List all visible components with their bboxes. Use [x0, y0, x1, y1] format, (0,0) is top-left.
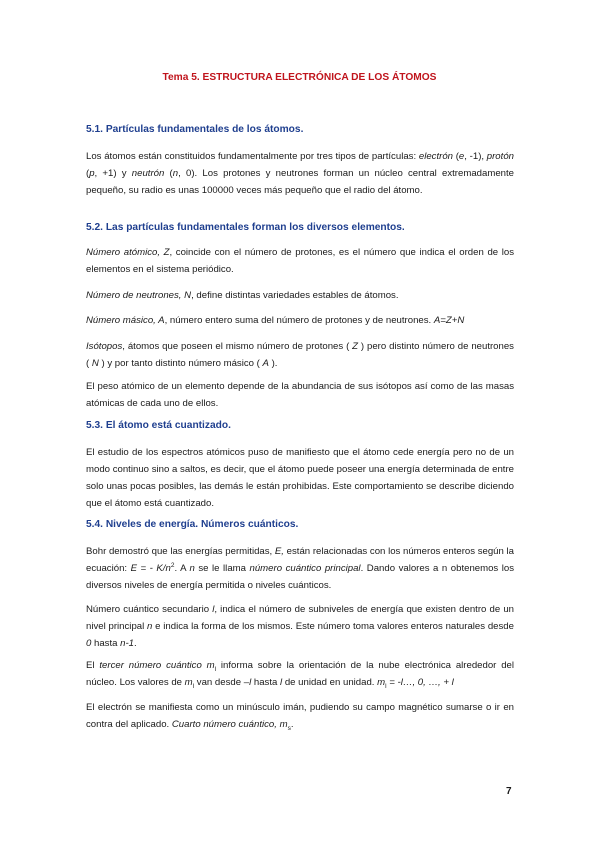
text-run: Número cuántico secundario	[86, 604, 213, 615]
symbol-n: n	[147, 621, 153, 632]
subscript: l	[385, 682, 387, 690]
term-third-quantum-number: tercer número cuántico m	[99, 660, 215, 671]
term-proton: protón	[486, 151, 514, 162]
term-mass-number: Número másico, A	[86, 315, 165, 326]
text-run: .	[290, 719, 294, 730]
range-ml: = -l…, 0, …, + l	[386, 677, 454, 688]
text-run: están relacionadas con los números enteros según la ecuación:	[86, 546, 515, 574]
text-run: de unidad en unidad.	[282, 677, 378, 688]
paragraph-spin	[86, 699, 514, 733]
symbol-m: m	[377, 677, 386, 688]
section-heading-5-1: 5.1. Partículas fundamentales de los átomos.	[86, 124, 304, 135]
text-run: ) y por tanto distinto número másico (	[98, 358, 263, 369]
symbol-p: p	[89, 168, 95, 179]
paragraph-quantized: El estudio de los espectros atómicos puso de manifiesto que el átomo cede energía pero no de un modo continuo sino a saltos, es decir, que el átomo puede poseer una energía determinada de entre solo unas pocas posibles, las demás le están prohibidas. Este comportamiento se describe diciendo que el átomo está cuantizado.	[86, 447, 514, 509]
text-run: se le llama	[194, 563, 250, 574]
text-run: informa sobre la orientación de la nube electrónica alrededor del núcleo. Los valores de	[86, 660, 514, 688]
term-atomic-number: Número atómico, Z	[86, 247, 170, 258]
text-run: , -1),	[464, 151, 487, 162]
text-run: van desde –	[194, 677, 250, 688]
term-principal-quantum-number: número cuántico principal	[249, 563, 361, 574]
term-neutron: neutrón	[131, 168, 165, 179]
text-run: , átomos que poseen el mismo número de protones (	[122, 341, 353, 352]
text-run: , +1) y	[94, 168, 132, 179]
term-isotopes: Isótopos	[86, 341, 123, 352]
symbol-l: l	[249, 677, 252, 688]
subscript: s	[287, 724, 291, 732]
value-zero: 0	[86, 638, 92, 649]
paragraph-bohr	[86, 543, 514, 594]
text-run: . Dando valores a n obtenemos los diversos niveles de energía permitida o niveles cuánticos.	[86, 563, 515, 591]
symbol-n: n	[172, 168, 179, 179]
paragraph-neutron-number	[86, 287, 514, 304]
text-run: , define distintas variedades estables de átomos.	[191, 290, 399, 301]
symbol-e: e	[458, 151, 465, 162]
term-neutron-number: Número de neutrones, N	[86, 290, 192, 301]
paragraph-particles	[86, 148, 514, 199]
formula-mass-number: A=Z+N	[433, 315, 465, 326]
paragraph-third-quantum	[86, 657, 514, 691]
subscript: l	[214, 665, 217, 673]
equation-energy: E = - K/n	[130, 563, 171, 574]
paragraph-isotopes	[86, 338, 514, 372]
text-run: , indica el número de subniveles de energía que existen dentro de un nivel principal	[86, 604, 514, 632]
section-heading-5-4: 5.4. Niveles de energía. Números cuánticos.	[86, 519, 299, 530]
value-n-minus-1: n-1	[120, 638, 135, 649]
symbol-energy: E,	[274, 546, 284, 557]
term-electron: electrón	[418, 151, 453, 162]
document-title: Tema 5. ESTRUCTURA ELECTRÓNICA DE LOS ÁTOMOS	[162, 72, 437, 83]
term-fourth-quantum-number: Cuarto número cuántico, m	[171, 719, 288, 730]
text-run: (	[164, 168, 173, 179]
superscript: 2	[170, 561, 175, 569]
text-run: ).	[268, 358, 278, 369]
symbol-l: l	[212, 604, 215, 615]
text-run: hasta	[251, 677, 281, 688]
text-run: El electrón se manifiesta como un minúsculo imán, pudiendo su campo magnético sumarse o ir en contra del aplicado.	[86, 702, 514, 730]
text-run: .	[134, 638, 137, 649]
text-run: , 0). Los protones y neutrones forman un núcleo central extremadamente pequeño, su radio es unas 100000 veces más pequeño que el radio del átomo.	[86, 168, 514, 196]
paragraph-mass-number	[86, 312, 514, 329]
paragraph-atomic-number	[86, 244, 514, 278]
text-run: Los átomos están constituidos fundamentalmente por tres tipos de partículas:	[86, 151, 419, 162]
text-run: hasta	[91, 638, 121, 649]
section-heading-5-2: 5.2. Las partículas fundamentales forman los diversos elementos.	[86, 222, 405, 233]
text-run: e indica la forma de los mismos. Este número toma valores enteros naturales desde	[152, 621, 514, 632]
paragraph-secondary-quantum	[86, 601, 514, 652]
symbol-l: l	[280, 677, 283, 688]
symbol-m: m	[184, 677, 193, 688]
section-heading-5-3: 5.3. El átomo está cuantizado.	[86, 420, 231, 431]
page-number: 7	[506, 786, 512, 797]
text-run: Bohr demostró que las energías permitidas,	[86, 546, 275, 557]
text-run: (	[86, 168, 90, 179]
symbol-n: n	[189, 563, 195, 574]
text-run: , coincide con el número de protones, es el número que indica el orden de los elementos en el sistema periódico.	[86, 247, 515, 275]
symbol-a: A	[262, 358, 269, 369]
text-run: (	[453, 151, 459, 162]
symbol-z: Z	[352, 341, 359, 352]
paragraph-atomic-weight: El peso atómico de un elemento depende de la abundancia de sus isótopos así como de las masas atómicas de cada uno de ellos.	[86, 381, 514, 409]
text-run: , número entero suma del número de protones y de neutrones.	[164, 315, 434, 326]
symbol-n: N	[91, 358, 99, 369]
text-run: El	[86, 660, 100, 671]
text-run: . A	[174, 563, 190, 574]
subscript: l	[192, 682, 195, 690]
text-run: ) pero distinto número de neutrones (	[86, 341, 514, 369]
